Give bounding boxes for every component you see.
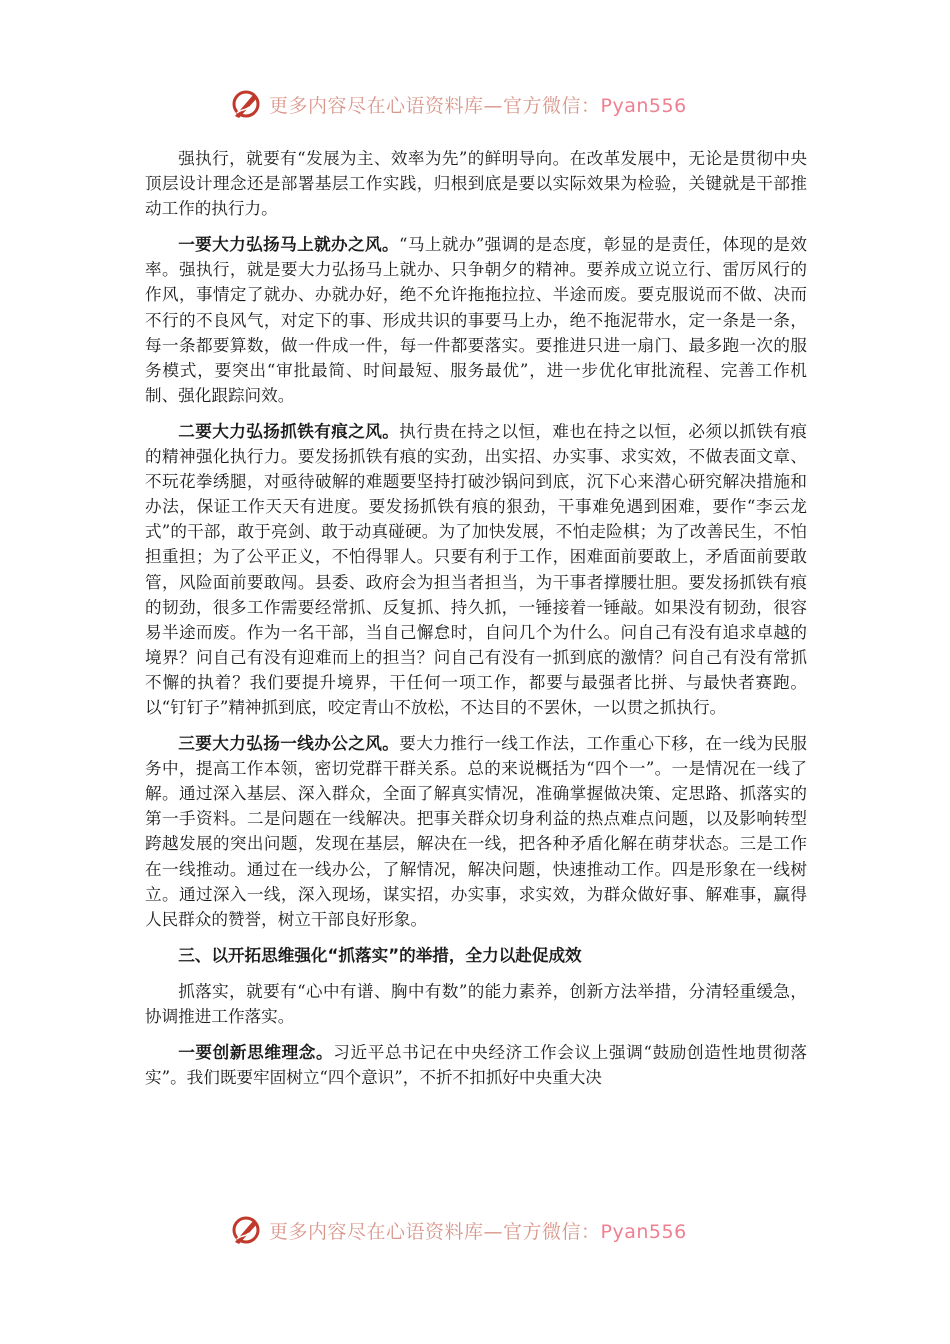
paragraph-lead: 一要创新思维理念。: [178, 1042, 334, 1062]
section-heading: 三、以开拓思维强化“抓落实”的举措，全力以赴促成效: [178, 945, 582, 965]
wechat-id: Pyan556: [600, 94, 687, 117]
paragraph-lead: 一要大力弘扬马上就办之风。: [178, 234, 399, 255]
paragraph-lead: 三要大力弘扬一线办公之风。: [178, 733, 400, 754]
wechat-id: Pyan556: [600, 1220, 687, 1243]
paragraph-text: 强执行，就要有“发展为主、效率为先”的鲜明导向。在改革发展中，无论是贯彻中央顶层设计理念还是部署基层工作实践，归根到底是要以实际效果为检验，关键就是干部推动工作的执行力。: [145, 149, 807, 219]
paragraph: [145, 979, 807, 1029]
paragraph: [145, 232, 807, 408]
pen-logo-icon: [229, 87, 263, 121]
watermark-text: [269, 1217, 687, 1244]
watermark-label: 更多内容尽在心语资料库—官方微信：: [269, 94, 601, 117]
paragraph: [145, 419, 807, 720]
header-watermark: [0, 82, 950, 126]
paragraph: [145, 731, 807, 932]
paragraph: [145, 1040, 807, 1090]
paragraph-lead: 二要大力弘扬抓铁有痕之风。: [178, 420, 400, 441]
document-body: [145, 146, 807, 1101]
paragraph: [145, 146, 807, 221]
paragraph-text: 习近平总书记在中央经济工作会议上强调“鼓励创造性地贯彻落实”。我们既要牢固树立“四个意识”，不折不扣抓好中央重大决: [145, 1043, 808, 1088]
paragraph-text: 要大力推行一线工作法，工作重心下移，在一线为民服务中，提高工作本领，密切党群干群关系。总的来说概括为“四个一”。一是情况在一线了解。通过深入基层、深入群众，全面了解真实情况，准确掌握做决策、定思路、抓落实的第一手资料。二是问题在一线解决。把事关群众切身利益的热点难点问题，以及影响转型跨越发展的突出问题，发现在基层，解决在一线，把各种矛盾化解在萌芽状态。三是工作在一线推动。通过在一线办公，了解情况，解决问题，快速推动工作。四是形象在一线树立。通过深入一线，深入现场，谋实招，办实事，求实效，为群众做好事、解难事，赢得人民群众的赞誉，树立干部良好形象。: [145, 734, 808, 929]
paragraph-text: 执行贵在持之以恒，难也在持之以恒，必须以抓铁有痕的精神强化执行力。要发扬抓铁有痕的实劲，出实招、办实事、求实效，不做表面文章、不玩花拳绣腿，对亟待破解的难题要坚持打破沙锅问到底，沉下心来潜心研究解决措施和办法，保证工作天天有进度。要发扬抓铁有痕的狠劲，干事难免遇到困难，要作“李云龙式”的干部，敢于亮剑、敢于动真碰硬。为了加快发展，不怕走险棋；为了改善民生，不怕担重担；为了公平正义，不怕得罪人。只要有利于工作，困难面前要敢上，矛盾面前要敢管，风险面前要敢闯。县委、政府会为担当者担当，为干事者撑腰壮胆。要发扬抓铁有痕的韧劲，很多工作需要经常抓、反复抓、持久抓，一锤接着一锤敲。如果没有韧劲，很容易半途而废。作为一名干部，当自己懈怠时，自问几个为什么。问自己有没有追求卓越的境界？问自己有没有迎难而上的担当？问自己有没有一抓到底的激情？问自己有没有常抓不懈的执着？我们要提升境界，干任何一项工作，都要与最强者比拼、与最快者赛跑。以“钉钉子”精神抓到底，咬定青山不放松，不达目的不罢休，一以贯之抓执行。: [145, 421, 808, 717]
paragraph-text: “马上就办”强调的是态度，彰显的是责任，体现的是效率。强执行，就是要大力弘扬马上就办、只争朝夕的精神。要养成立说立行、雷厉风行的作风，事情定了就办、办就办好，绝不允许拖拖拉拉、半途而废。要克服说而不做、决而不行的不良风气，对定下的事、形成共识的事要马上办，绝不拖泥带水，定一条是一条，每一条都要算数，做一件成一件，每一件都要落实。要推进只进一扇门、最多跑一次的服务模式，要突出“审批最简、时间最短、服务最优”，进一步优化审批流程、完善工作机制、强化跟踪问效。: [145, 235, 808, 405]
footer-watermark: [0, 1208, 950, 1252]
watermark-text: [269, 91, 687, 118]
pen-logo-icon: [229, 1213, 263, 1247]
watermark-label: 更多内容尽在心语资料库—官方微信：: [269, 1220, 601, 1243]
paragraph-text: 抓落实，就要有“心中有谱、胸中有数”的能力素养，创新方法举措，分清轻重缓急，协调推进工作落实。: [145, 981, 807, 1026]
